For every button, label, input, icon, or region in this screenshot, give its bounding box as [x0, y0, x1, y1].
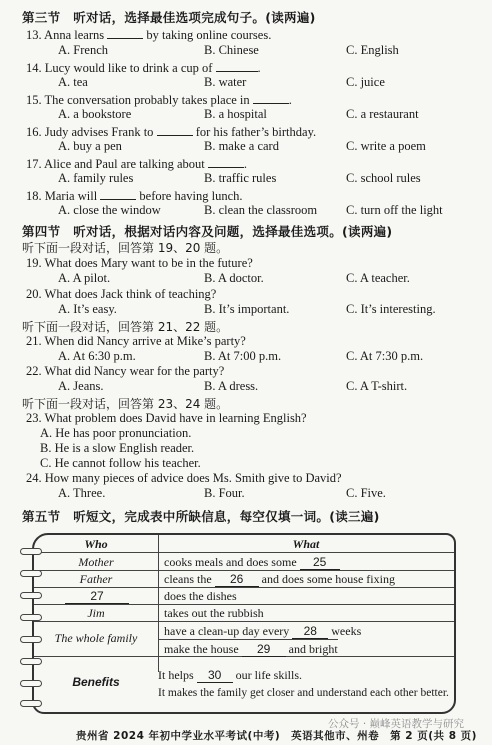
- option-22b[interactable]: B. A dress.: [204, 379, 259, 393]
- spiral-ring-icon: [20, 590, 46, 599]
- answer-blank-25[interactable]: 25: [300, 555, 340, 570]
- notes-table: [32, 533, 456, 714]
- option-18a[interactable]: A. close the window: [58, 203, 161, 217]
- answer-blank-28[interactable]: 28: [292, 624, 328, 639]
- section-3-header: 第三节 听对话，选择最佳选项完成句子。(读两遍): [22, 10, 316, 25]
- option-19b[interactable]: B. A doctor.: [204, 271, 264, 285]
- answer-blank-30[interactable]: 30: [197, 668, 233, 683]
- answer-blank-26[interactable]: 26: [215, 572, 259, 587]
- option-20b[interactable]: B. It’s important.: [204, 302, 290, 316]
- question-17: 17. Alice and Paul are talking about .: [26, 157, 248, 171]
- row-father-who: Father: [79, 572, 113, 586]
- option-13b[interactable]: B. Chinese: [204, 43, 259, 57]
- spiral-ring-icon: [20, 698, 46, 707]
- option-17b[interactable]: B. traffic rules: [204, 171, 277, 185]
- option-15c[interactable]: C. a restaurant: [346, 107, 419, 121]
- option-23a[interactable]: A. He has poor pronunciation.: [40, 426, 192, 440]
- option-24b[interactable]: B. Four.: [204, 486, 245, 500]
- option-24c[interactable]: C. Five.: [346, 486, 386, 500]
- row-benefits-what-1: It helps 30 our life skills.: [158, 668, 302, 682]
- option-21b[interactable]: B. At 7:00 p.m.: [204, 349, 282, 363]
- question-22: 22. What did Nancy wear for the party?: [26, 364, 225, 378]
- spiral-ring-icon: [20, 612, 46, 621]
- spiral-ring-icon: [20, 634, 46, 643]
- spiral-ring-icon: [20, 678, 46, 687]
- row-jim-what: takes out the rubbish: [164, 606, 264, 620]
- option-18c[interactable]: C. turn off the light: [346, 203, 443, 217]
- row-family-what-1: have a clean-up day every 28 weeks: [164, 624, 362, 638]
- section-4-intro-2: 听下面一段对话，回答第 21、22 题。: [22, 320, 229, 334]
- spiral-ring-icon: [20, 568, 46, 577]
- question-13: 13. Anna learns by taking online courses.: [26, 28, 272, 42]
- option-17a[interactable]: A. family rules: [58, 171, 134, 185]
- option-16b[interactable]: B. make a card: [204, 139, 279, 153]
- row-father-what: cleans the 26 and does some house fixing: [164, 572, 395, 586]
- option-20a[interactable]: A. It’s easy.: [58, 302, 117, 316]
- option-24a[interactable]: A. Three.: [58, 486, 106, 500]
- question-16: 16. Judy advises Frank to for his father’s birthday.: [26, 125, 317, 139]
- question-23: 23. What problem does David have in learning English?: [26, 411, 307, 425]
- page-footer: 贵州省 2024 年初中学业水平考试(中考) 英语其他市、州卷 第 2 页(共 8 页): [76, 730, 477, 742]
- option-22c[interactable]: C. A T-shirt.: [346, 379, 408, 393]
- row-mother-what: cooks meals and does some 25: [164, 555, 340, 570]
- row-27-what: does the dishes: [164, 589, 237, 603]
- question-21: 21. When did Nancy arrive at Mike’s party?: [26, 334, 246, 348]
- option-17c[interactable]: C. school rules: [346, 171, 421, 185]
- row-family-what-2: make the house 29 and bright: [164, 642, 338, 656]
- option-21a[interactable]: A. At 6:30 p.m.: [58, 349, 136, 363]
- row-family-who: The whole family: [54, 631, 138, 645]
- answer-blank-27[interactable]: 27: [65, 589, 129, 604]
- question-14: 14. Lucy would like to drink a cup of .: [26, 61, 261, 75]
- option-20c[interactable]: C. It’s interesting.: [346, 302, 436, 316]
- question-20: 20. What does Jack think of teaching?: [26, 287, 217, 301]
- option-23c[interactable]: C. He cannot follow his teacher.: [40, 456, 201, 470]
- section-4-intro-1: 听下面一段对话，回答第 19、20 题。: [22, 241, 229, 255]
- option-14a[interactable]: A. tea: [58, 75, 88, 89]
- option-23b[interactable]: B. He is a slow English reader.: [40, 441, 195, 455]
- spiral-ring-icon: [20, 546, 46, 555]
- option-21c[interactable]: C. At 7:30 p.m.: [346, 349, 424, 363]
- option-14c[interactable]: C. juice: [346, 75, 385, 89]
- row-mother-who: Mother: [78, 555, 114, 569]
- col-header-who: Who: [84, 537, 108, 551]
- section-4-intro-3: 听下面一段对话，回答第 23、24 题。: [22, 397, 229, 411]
- option-18b[interactable]: B. clean the classroom: [204, 203, 318, 217]
- option-19a[interactable]: A. A pilot.: [58, 271, 111, 285]
- option-22a[interactable]: A. Jeans.: [58, 379, 104, 393]
- option-13a[interactable]: A. French: [58, 43, 108, 57]
- section-5-header: 第五节 听短文，完成表中所缺信息，每空仅填一词。(读三遍): [22, 509, 380, 524]
- col-header-what: What: [292, 537, 320, 551]
- question-19: 19. What does Mary want to be in the future?: [26, 256, 253, 270]
- row-27-who: [62, 589, 132, 604]
- section-4-header: 第四节 听对话，根据对话内容及问题，选择最佳选项。(读两遍): [22, 224, 393, 239]
- option-13c[interactable]: C. English: [346, 43, 399, 57]
- option-15a[interactable]: A. a bookstore: [58, 107, 132, 121]
- question-18: 18. Maria will before having lunch.: [26, 189, 243, 203]
- watermark: 公众号 · 巅峰英语教学与研究: [328, 718, 465, 730]
- option-16a[interactable]: A. buy a pen: [58, 139, 122, 153]
- question-24: 24. How many pieces of advice does Ms. Smith give to David?: [26, 471, 342, 485]
- question-15: 15. The conversation probably takes place in .: [26, 93, 292, 107]
- option-14b[interactable]: B. water: [204, 75, 247, 89]
- spiral-ring-icon: [20, 656, 46, 665]
- answer-blank-29[interactable]: 29: [242, 642, 286, 657]
- row-benefits-what-2: It makes the family get closer and understand each other better.: [158, 687, 449, 699]
- option-16c[interactable]: C. write a poem: [346, 139, 426, 153]
- row-benefits-who: Benefits: [72, 675, 120, 689]
- option-15b[interactable]: B. a hospital: [204, 107, 267, 121]
- option-19c[interactable]: C. A teacher.: [346, 271, 410, 285]
- row-jim-who: Jim: [87, 606, 105, 620]
